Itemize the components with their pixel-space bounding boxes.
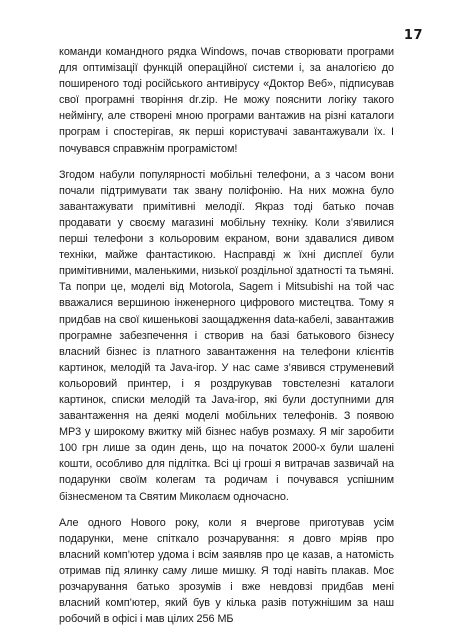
paragraph-1: команди командного рядка Windows, почав створювати програми для оптимізації функцій операційної системи і, за аналогією до поширеного тоді російського антивірусу «Доктор Веб», підписував свої програмні творіння dr.zip. Не можу пояснити логіку такого неймінгу, але створені мною програми вантажив на різні каталоги програм і спостерігав, як перші користувачі завантажували їх. І почувався справжнім програмістом! (59, 46, 394, 155)
page-number: 17 (403, 28, 423, 43)
paragraph-2: Згодом набули популярності мобільні телефони, а з часом вони почали підтримувати так звану поліфонію. На них можна було завантажувати примітивні мелодії. Якраз тоді батько почав продавати у своєму магазині мобільну техніку. Коли з’явилися перші телефони з кольоровим екраном, вони здавалися дивом техніки, майже фантастикою. Насправді ж їхні дисплеї були примітивними, маленькими, низької роздільної здатності та тьмяні. Та попри це, моделі від Motorola, Sagem і Mitsubishi на той час вважалися вершиною інженерного цифрового мистецтва. Тому я придбав на свої кишенькові заощадження data-кабелі, завантажив програмне забезпечення і створив на базі батькового бізнесу власний бізнес із платного завантаження на телефони клієнтів картинок, мелодій та Java-ігор. У нас саме з’явився струменевий кольоровий принтер, і я роздрукував товстелезні каталоги картинок, списки мелодій та Java-ігор, які були доступними для завантаження на деякі моделі мобільних телефонів. З появою MP3 у широкому вжитку мій бізнес набув розмаху. Я міг заробити 100 грн лише за один день, що на початок 2000-х були шалені кошти, особливо для підлітка. Всі ці гроші я витрачав зазвичай на подарунки своїм колегам та родичам і почувався успішним бізнесменом та Святим Миколаєм одночасно. (59, 168, 394, 503)
paragraph-3: Але одного Нового року, коли я вчергове приготував усім подарунки, мене спіткало розчарування: я довго мріяв про власний комп’ютер удома і всім заявляв про це казав, а натомість отримав під ялинку саму лише мишку. Я тоді навіть плакав. Моє розчарування батько зрозумів і вже невдовзі придбав мені власний комп’ютер, який був у кілька разів потужнішим за наш робочий в офісі і мав цілих 256 МБ (59, 516, 394, 626)
body-text (59, 44, 394, 627)
